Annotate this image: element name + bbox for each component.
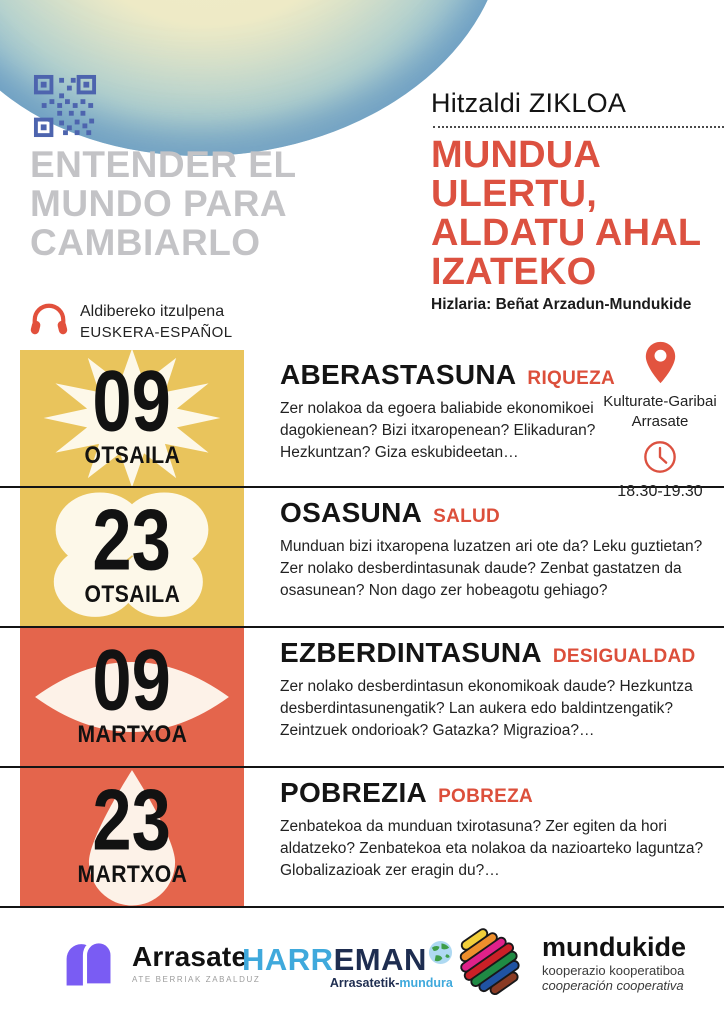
location-line2: Arrasate [631, 412, 689, 430]
harreman-name-part2: EMAN [333, 942, 427, 977]
session-content [280, 637, 714, 742]
date-number: 09 [92, 632, 172, 729]
date-number: 23 [92, 772, 172, 869]
mundukide-name: mundukide [542, 932, 687, 963]
session-row-osasuna [0, 488, 724, 628]
mundukide-text [542, 933, 686, 992]
date-number: 23 [92, 492, 172, 589]
harreman-name-part1: HARR [242, 942, 334, 977]
spanish-title-line: ENTENDER EL [30, 144, 297, 185]
session-content [280, 497, 714, 602]
session-subtitle: DESIGUALDAD [552, 646, 696, 667]
date-month: OTSAILA [84, 581, 180, 609]
session-subtitle: RIQUEZA [527, 368, 616, 389]
date-month: MARTXOA [77, 721, 187, 749]
session-subtitle: POBREZA [438, 786, 534, 807]
qr-code [33, 74, 97, 138]
date-card [20, 488, 244, 626]
date-number: 09 [92, 353, 172, 450]
speaker-line: Hizlaria: Beñat Arzadun-Mundukide [431, 296, 692, 313]
session-title: POBREZIA [280, 777, 428, 808]
session-row-ezberdintasuna [0, 628, 724, 768]
date-card [20, 350, 244, 486]
session-description: Zer nolakoa da egoera baliabide ekonomikoei dagokienean? Bizi itxaropenean? Elikaduran? Hezkuntzan? Giza eskubideetan… [280, 400, 596, 461]
mundukide-ball-icon [452, 924, 530, 1002]
location-pin-icon [644, 341, 677, 384]
mundukide-line1: kooperazio kooperatiboa [542, 962, 685, 978]
session-description: Munduan bizi itxaropena luzatzen ari ote da? Leku guztietan? Zer nolako desberdintasunak daude? Zenbat gastatzen da osasunean? Non dago zer hobeagotu gehiago? [280, 538, 703, 599]
date-card [20, 628, 244, 766]
headphones-icon [28, 299, 70, 339]
translation-line2: EUSKERA-ESPAÑOL [80, 323, 233, 341]
clock-icon [643, 440, 677, 474]
spanish-title [30, 146, 380, 263]
session-content [280, 359, 616, 464]
harreman-tagline-dark: Arrasatetik- [329, 976, 400, 990]
event-info [596, 341, 724, 501]
session-description: Zenbatekoa da munduan txirotasuna? Zer egiten da hori aldatzeko? Zenbatekoa eta nolakoa da nazioarteko laguntza? Globalizazioak zer eragin du?… [280, 818, 704, 879]
session-title: EZBERDINTASUNA [280, 637, 542, 668]
arrasate-tagline: ATE BERRIAK ZABALDUZ [132, 974, 261, 984]
session-title: OSASUNA [280, 497, 423, 528]
arrasate-logo [62, 934, 260, 990]
location-line1: Kulturate-Garibai [603, 393, 717, 410]
qr-code-icon [33, 74, 97, 138]
session-description: Zer nolako desberdintasun ekonomikoak daude? Hezkuntza desberdintasunengatik? Lan aukera edo baldintzengatik? Zeintzuek ondorioak? Gatazka? Migrazioa?… [280, 678, 693, 739]
session-content [280, 777, 714, 882]
harreman-tagline [242, 976, 453, 990]
basque-title [431, 136, 724, 293]
date-month: MARTXOA [77, 861, 187, 889]
globe-icon [428, 940, 453, 965]
date-card [20, 768, 244, 906]
date-month: OTSAILA [84, 442, 180, 470]
basque-title-line: MUNDUA [431, 134, 602, 176]
series-kicker: Hitzaldi ZIKLOA [431, 88, 627, 118]
dotted-divider [433, 126, 724, 128]
mundukide-logo [452, 924, 686, 1002]
translation-line1: Aldibereko itzulpena [80, 303, 225, 320]
basque-title-line: IZATEKO [431, 251, 597, 294]
session-subtitle: SALUD [433, 506, 501, 527]
session-title: ABERASTASUNA [280, 359, 517, 390]
spanish-title-line: MUNDO PARA [30, 182, 288, 224]
footer-logos [0, 922, 724, 1022]
session-row-pobrezia [0, 768, 724, 908]
arrasate-name: Arrasate [132, 940, 248, 972]
basque-title-line: ULERTU, [431, 173, 598, 216]
spanish-title-line: CAMBIARLO [30, 221, 261, 263]
arrasate-arch-icon [62, 934, 119, 990]
harreman-tagline-blue: mundura [399, 976, 453, 990]
harreman-logo [242, 944, 453, 990]
location-text [596, 392, 724, 431]
basque-title-line: ALDATU AHAL [431, 212, 702, 255]
time-text: 18.30-19.30 [617, 483, 703, 500]
translation-note [80, 301, 232, 343]
mundukide-line2: cooperación cooperativa [542, 977, 684, 993]
